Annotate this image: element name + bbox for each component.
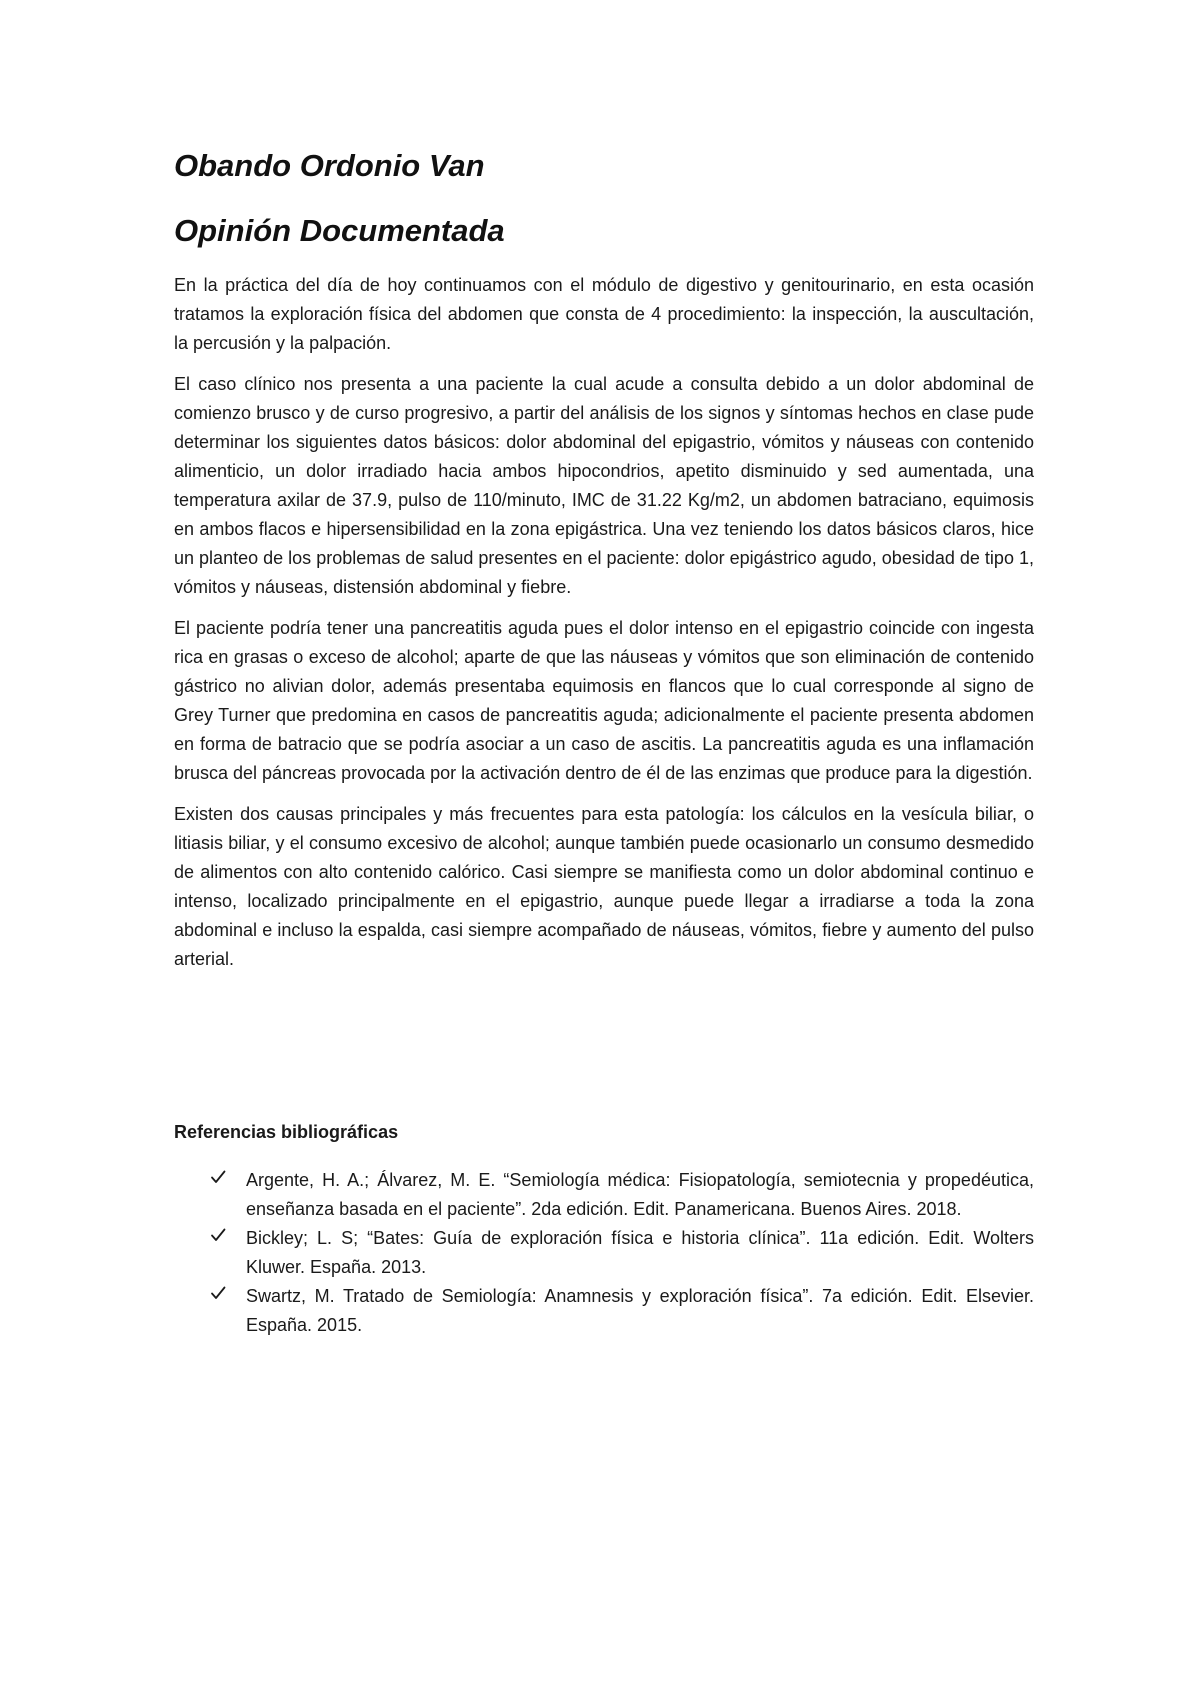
reference-item <box>174 1166 1034 1224</box>
paragraph: En la práctica del día de hoy continuamos con el módulo de digestivo y genitourinario, en esta ocasión tratamos la exploración física del abdomen que consta de 4 procedimiento: la inspección, la auscultación, la percusión y la palpación. <box>174 275 1034 353</box>
references-section <box>174 1118 1034 1340</box>
reference-text: Swartz, M. Tratado de Semiología: Anamnesis y exploración física”. 7a edición. Edit. Elsevier. España. 2015. <box>246 1286 1034 1335</box>
reference-text: Bickley; L. S; “Bates: Guía de exploración física e historia clínica”. 11a edición. Edit. Wolters Kluwer. España. 2013. <box>246 1228 1034 1277</box>
references-list <box>174 1166 1034 1340</box>
paragraph: Existen dos causas principales y más frecuentes para esta patología: los cálculos en la vesícula biliar, o litiasis biliar, y el consumo excesivo de alcohol; aunque también puede ocasionarlo un consumo desmedido de alimentos con alto contenido calórico. Casi siempre se manifiesta como un dolor abdominal continuo e intenso, localizado principalmente en el epigastrio, aunque puede llegar a irradiarse a toda la zona abdominal e incluso la espalda, casi siempre acompañado de náuseas, vómitos, fiebre y aumento del pulso arterial. <box>174 804 1034 969</box>
check-icon <box>210 1285 226 1301</box>
reference-text: Argente, H. A.; Álvarez, M. E. “Semiología médica: Fisiopatología, semiotecnia y propedéutica, enseñanza basada en el paciente”. 2da edición. Edit. Panamericana. Buenos Aires. 2018. <box>246 1170 1034 1219</box>
references-heading: Referencias bibliográficas <box>174 1122 399 1142</box>
reference-item <box>174 1282 1034 1340</box>
document-body <box>174 271 1034 986</box>
check-icon <box>210 1169 226 1185</box>
check-icon <box>210 1227 226 1243</box>
paragraph: El paciente podría tener una pancreatitis aguda pues el dolor intenso en el epigastrio coincide con ingesta rica en grasas o exceso de alcohol; aparte de que las náuseas y vómitos que son eliminación de contenido gástrico no alivian dolor, además presentaba equimosis en flancos que lo cual corresponde al signo de Grey Turner que predomina en casos de pancreatitis aguda; adicionalmente el paciente presenta abdomen en forma de batracio que se podría asociar a un caso de ascitis. La pancreatitis aguda es una inflamación brusca del páncreas provocada por la activación dentro de él de las enzimas que produce para la digestión. <box>174 618 1034 783</box>
author-name: Obando Ordonio Van <box>174 148 485 183</box>
paragraph: El caso clínico nos presenta a una paciente la cual acude a consulta debido a un dolor abdominal de comienzo brusco y de curso progresivo, a partir del análisis de los signos y síntomas hechos en clase pude determinar los siguientes datos básicos: dolor abdominal del epigastrio, vómitos y náuseas con contenido alimenticio, un dolor irradiado hacia ambos hipocondrios, apetito disminuido y sed aumentada, una temperatura axilar de 37.9, pulso de 110/minuto, IMC de 31.22 Kg/m2, un abdomen batraciano, equimosis en ambos flacos e hipersensibilidad en la zona epigástrica. Una vez teniendo los datos básicos claros, hice un planteo de los problemas de salud presentes en el paciente: dolor epigástrico agudo, obesidad de tipo 1, vómitos y náuseas, distensión abdominal y fiebre. <box>174 374 1034 597</box>
document-title: Opinión Documentada <box>174 213 505 248</box>
reference-item <box>174 1224 1034 1282</box>
